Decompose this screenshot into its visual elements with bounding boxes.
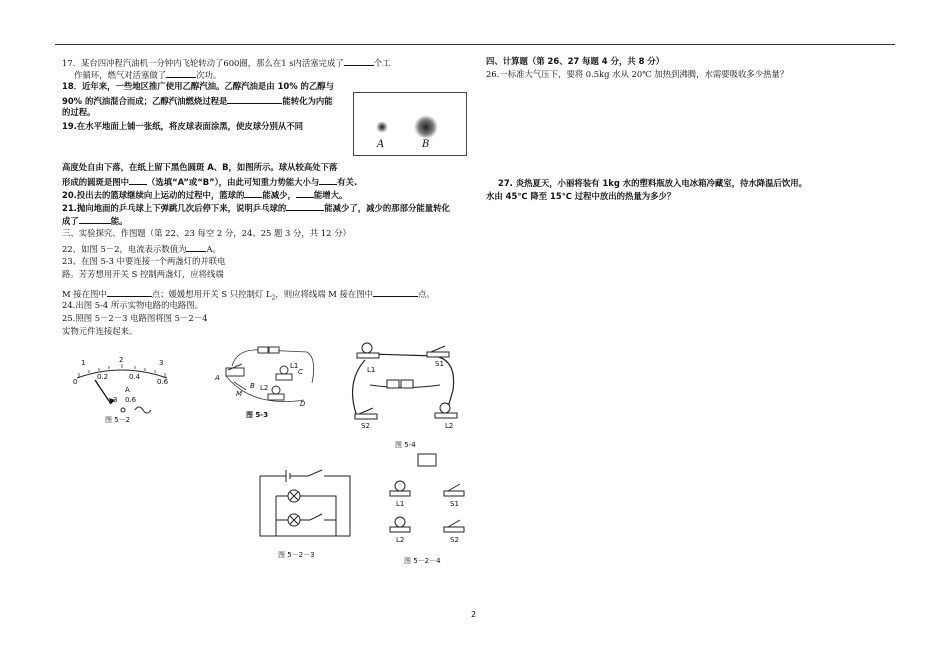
fig53-wire-top (232, 350, 314, 383)
q25-line2: 实物元件连接起来。 (62, 326, 138, 336)
ammeter-needle (95, 380, 111, 404)
q26-text: 26.一标准大气压下，要将 0.5kg 水从 20℃ 加热到沸腾，水需要吸收多少热量？ (486, 69, 789, 79)
section-4-heading: 四、计算题（第 26、27 每题 4 分，共 8 分） (486, 56, 665, 66)
q21-blank-1[interactable] (286, 201, 324, 211)
section-3-heading: 三、实验探究、作图题（第 22、23 每空 2 分，24、25 题 3 分，共 12 分） (62, 228, 351, 238)
q20-text-mid: 能减少， (262, 190, 296, 200)
q23-subscript: 2 (271, 294, 276, 302)
q18-text-end: 能转化为内能 (282, 96, 333, 106)
q23-line2: 路。芳芳想用开关 S 控制两盏灯，应将线端 (62, 269, 224, 279)
fig54-label-s1: S1 (435, 360, 444, 368)
fig54-switch-s2 (355, 414, 377, 419)
q21-text-end: 能减少了，减少的那部分能量转化 (324, 203, 450, 213)
fig54-label-l2: L2 (445, 422, 454, 430)
q20-text: 20.投出去的篮球继续向上运动的过程中，篮球的 (62, 190, 245, 200)
fig53-drawing (212, 338, 322, 410)
q17-text-end: 个工 (373, 58, 391, 68)
q23-text: M 接在图中 (62, 289, 107, 299)
q22-line (62, 242, 221, 255)
ammeter-scale-arc (77, 370, 167, 378)
fig53-lamp-2 (272, 386, 280, 394)
fig523-lamp1-cross (290, 492, 298, 500)
figure-5-2-4-caption: 图 5－2－4 (404, 557, 441, 565)
q21-line2 (62, 214, 128, 227)
figure-5-2-4 (382, 448, 474, 568)
tick-top-2: 2 (119, 356, 124, 364)
fig524-switch-s1 (444, 491, 464, 496)
page-number: 2 (471, 610, 477, 619)
q21-line1 (62, 201, 450, 214)
q27-line2: 水由 45℃ 降至 15℃ 过程中放出的热量为多少？ (486, 191, 676, 201)
q23-text-mid: 点；媛媛想用开关 S 只控制灯 L (151, 289, 272, 299)
fig53-point-m: M (236, 390, 243, 398)
q23-blank-1[interactable] (107, 287, 152, 297)
fig524-lamp-l1 (395, 481, 405, 491)
q19-line1: 19.在水平地面上铺一张纸，将皮球表面涂黑，使皮球分别从不同 (62, 121, 303, 131)
fig524-lamp-l2-base (390, 527, 410, 532)
fig53-point-c: C (298, 368, 303, 376)
q23-blank-2[interactable] (373, 287, 418, 297)
fig54-lamp-l1-base (357, 353, 379, 358)
q18-text: 90% 的汽油混合而成；乙醇汽油燃烧过程是 (62, 96, 228, 106)
fig53-lamp2-base (268, 394, 284, 400)
fig53-point-b: B (250, 382, 255, 390)
figure-5-4-caption: 图 5-4 (395, 441, 416, 449)
fig524-switch-s2-lever (448, 520, 460, 527)
ammeter-unit: A (125, 386, 130, 394)
tick-bottom-3: 0.6 (157, 378, 169, 386)
figure-5-3-caption: 图 5-3 (246, 411, 269, 419)
terminal-left (121, 408, 125, 412)
fig524-switch-s1-lever (448, 484, 460, 491)
fig54-switch-s2-lever (359, 408, 373, 414)
fig54-lamp-l2 (440, 403, 450, 413)
spot-a-label: A (377, 139, 385, 150)
q17-text-2: 作循环，燃气对活塞做了 (74, 70, 167, 80)
q17-text: 17．某台四冲程汽油机一分钟内飞轮转动了600圈，那么在1 s内活塞完成了 (62, 58, 344, 68)
figure-5-3 (212, 338, 322, 423)
fig523-branch-2 (276, 514, 336, 520)
q25-line1: 25.照图 5－2－3 电路图将图 5－2－4 (62, 313, 208, 323)
tick-top-3: 3 (159, 359, 164, 367)
q24-line: 24.出图 5-4 所示实物电路的电路图。 (62, 300, 204, 310)
fig54-battery-2 (401, 380, 413, 388)
fig53-point-d: D (300, 400, 306, 408)
right-column (0, 0, 950, 200)
q21-blank-2[interactable] (79, 214, 111, 224)
tick-bottom-2: 0.4 (129, 373, 141, 381)
fig524-lamp-l1-base (390, 491, 410, 496)
q22-text-end: A。 (206, 244, 221, 254)
fig523-lamp2-cross (290, 516, 298, 524)
fig53-lamp1-label: L1 (290, 362, 299, 370)
q19-text: 形成的圆斑是图中 (62, 177, 129, 187)
q27-line1: 27. 炎热夏天，小丽将装有 1kg 水的塑料瓶放入电冰箱冷藏室，待水降温后饮用。 (498, 178, 807, 188)
fig524-switch-s2 (444, 527, 464, 532)
q23-text-mid2: ，则应将线端 M 接在图中 (275, 289, 374, 299)
fig524-label-s1: S1 (450, 500, 459, 508)
fig54-wire-left (353, 360, 365, 418)
q19-line2: 高度处自由下落，在纸上留下黑色圆斑 A、B，如图所示。球从较高处下落 (62, 162, 338, 172)
fig54-lamp-l2-base (435, 413, 457, 418)
fig524-battery (418, 454, 436, 466)
fig523-circuit (248, 458, 363, 548)
fig53-lamp1-base (276, 374, 292, 380)
tick-bottom-0: 0 (73, 378, 78, 386)
fig54-lamp-l1 (362, 343, 372, 353)
q23-text-end: 点。 (418, 289, 435, 299)
figure-5-2-3 (248, 458, 363, 563)
fig524-lamp-l2 (395, 517, 405, 527)
figure-5-4 (345, 340, 465, 452)
terminal-3-label: 3 (113, 396, 118, 404)
fig54-switch-s1-lever (431, 346, 445, 352)
q19-text-end: 有关. (337, 177, 358, 187)
tick-bottom-1: 0.2 (97, 373, 109, 381)
figure-5-2-caption: 图 5－2 (105, 416, 131, 424)
fig53-lamp2-label: L2 (260, 384, 269, 392)
fig54-battery-1 (387, 380, 399, 388)
q22-text: 22、如图 5－2，电流表示数值为 (62, 244, 187, 254)
q20-text-end: 能增大。 (313, 190, 348, 200)
q18-line3: 的过程。 (62, 107, 96, 117)
fig524-label-l2: L2 (396, 536, 405, 544)
fig53-battery-2 (269, 347, 279, 353)
fig523-branch-1 (276, 496, 336, 536)
tick-top-1: 1 (81, 359, 86, 367)
q19-text-mid: （选填“A”或“B”），由此可知重力势能大小与 (147, 177, 320, 187)
q21-text: 21.抛向地面的乒乓球上下弹跳几次后停下来，说明乒乓球的 (62, 203, 287, 213)
q18-line1: 18．近年来，一些地区推广使用乙醇汽油。乙醇汽油是由 10% 的乙醇与 (62, 81, 335, 91)
fig53-battery-1 (258, 347, 268, 353)
terminal-right (135, 407, 151, 413)
q21-text-2: 成了 (62, 216, 79, 226)
q17-text-2-end: 次功。 (196, 70, 222, 80)
terminal-06-label: 0.6 (125, 396, 137, 404)
fig53-lamp-1 (280, 366, 288, 374)
q21-text-2-end: 能。 (110, 216, 128, 226)
fig524-label-s2: S2 (450, 536, 459, 544)
fig523-switch-main (290, 470, 322, 476)
figure-5-2 (65, 356, 180, 425)
q23-line1: 23、在图 5-3 中要连接一个两盏灯的并联电 (62, 256, 226, 266)
figure-5-2-3-caption: 图 5－2－3 (278, 551, 315, 559)
fig54-label-l1: L1 (367, 366, 376, 374)
fig53-point-a: A (215, 374, 220, 382)
fig54-switch-s1 (427, 352, 449, 357)
q22-blank[interactable] (186, 242, 206, 252)
fig524-label-l1: L1 (396, 500, 405, 508)
spot-b-label: B (422, 139, 430, 150)
fig524-components (382, 448, 474, 550)
fig54-label-s2: S2 (361, 422, 370, 430)
